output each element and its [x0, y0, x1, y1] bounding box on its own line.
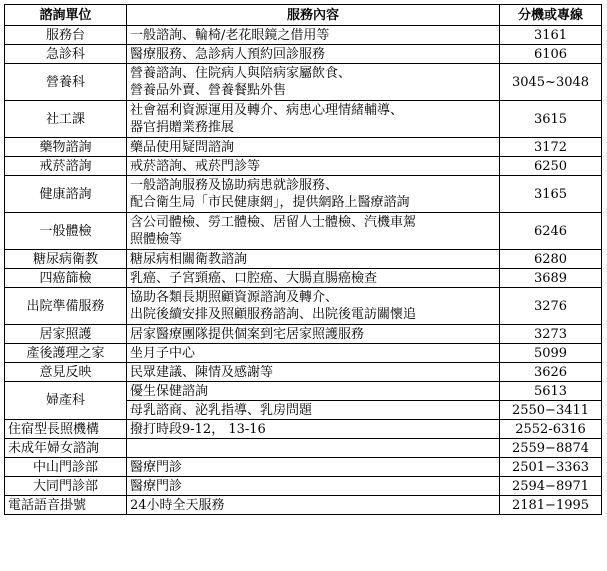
service-cell: 優生保健諮詢	[127, 382, 500, 401]
unit-cell: 健康諮詢	[5, 176, 127, 213]
service-line: 社會福利資源運用及轉介、病患心理情緒輔導、	[130, 103, 404, 118]
table-row	[5, 439, 602, 458]
extension-cell: 5099	[500, 344, 602, 363]
service-line: 營養品外賣、營養餐點外售	[130, 83, 287, 98]
service-cell	[127, 176, 500, 213]
table-row	[5, 344, 602, 363]
extension-cell: 3689	[500, 269, 602, 288]
header-service: 服務內容	[127, 5, 500, 26]
extension-cell: 2550−3411	[500, 401, 602, 420]
service-cell	[127, 344, 500, 363]
service-line: 照體檢等	[130, 232, 183, 247]
extension-cell: 3626	[500, 363, 602, 382]
service-line: 坐月子中心	[130, 345, 196, 361]
table-row	[5, 458, 602, 477]
unit-cell: 一般體檢	[5, 213, 127, 250]
service-line: 居家醫療團隊提供個案到宅居家照護服務	[130, 326, 365, 342]
unit-cell: 未成年婦女諮詢	[5, 439, 127, 458]
service-directory-table	[4, 4, 602, 515]
extension-cell: 3165	[500, 176, 602, 213]
service-cell: 醫療門診	[127, 458, 500, 477]
unit-cell: 出院準備服務	[5, 288, 127, 325]
table-row	[5, 250, 602, 269]
extension-cell: 6106	[500, 45, 602, 64]
table-row	[5, 101, 602, 138]
unit-cell: 社工課	[5, 101, 127, 138]
unit-cell: 意見反映	[5, 363, 127, 382]
service-line: 含公司體檢、勞工體檢、居留人士體檢、汽機車駕	[130, 215, 417, 230]
service-line: 藥品使用疑問諮詢	[130, 139, 235, 155]
service-cell: 母乳諮商、泌乳指導、乳房問題	[127, 401, 500, 420]
service-line: 一般諮詢服務及協助病患就診服務、	[130, 178, 339, 193]
service-line: 出院後續安排及照顧服務諮詢、出院後電訪關懷追	[130, 307, 417, 322]
header-row	[5, 5, 602, 26]
table-row	[5, 157, 602, 176]
table-row	[5, 363, 602, 382]
unit-cell: 戒菸諮詢	[5, 157, 127, 176]
service-line: 民眾建議、陳情及感謝等	[130, 364, 274, 380]
extension-cell: 6246	[500, 213, 602, 250]
header-unit: 諮詢單位	[5, 5, 127, 26]
unit-cell: 急診科	[5, 45, 127, 64]
table-row	[5, 382, 602, 401]
table-row	[5, 325, 602, 344]
service-cell	[127, 439, 500, 458]
extension-cell: 3273	[500, 325, 602, 344]
unit-cell: 糖尿病衛教	[5, 250, 127, 269]
service-line: 一般諮詢、輪椅/老花眼鏡之借用等	[130, 27, 330, 43]
extension-cell: 6280	[500, 250, 602, 269]
service-line: 乳癌、子宮頸癌、口腔癌、大腸直腸癌檢查	[130, 270, 378, 286]
extension-cell: 2559−8874	[500, 439, 602, 458]
unit-cell: 電話語音掛號	[5, 496, 127, 515]
table-row	[5, 288, 602, 325]
extension-cell: 3161	[500, 26, 602, 45]
unit-cell: 婦產科	[5, 382, 127, 420]
unit-cell: 服務台	[5, 26, 127, 45]
table-row	[5, 64, 602, 101]
table-row	[5, 496, 602, 515]
table-row	[5, 477, 602, 496]
unit-cell: 藥物諮詢	[5, 138, 127, 157]
service-cell	[127, 45, 500, 64]
unit-cell: 大同門診部	[5, 477, 127, 496]
service-line: 協助各類長期照顧資源諮詢及轉介、	[130, 290, 339, 305]
service-cell	[127, 26, 500, 45]
service-cell: 醫療門診	[127, 477, 500, 496]
extension-cell: 2181−1995	[500, 496, 602, 515]
service-cell	[127, 138, 500, 157]
extension-cell: 2594−8971	[500, 477, 602, 496]
table-row	[5, 420, 602, 439]
unit-cell: 產後護理之家	[5, 344, 127, 363]
extension-cell: 3172	[500, 138, 602, 157]
service-cell: 撥打時段9-12， 13-16	[127, 420, 500, 439]
service-line: 營養諮詢、住院病人與陪病家屬飲食、	[130, 66, 352, 81]
unit-cell: 居家照護	[5, 325, 127, 344]
service-cell	[127, 363, 500, 382]
service-cell	[127, 213, 500, 250]
extension-cell: 2501−3363	[500, 458, 602, 477]
unit-cell: 四癌篩檢	[5, 269, 127, 288]
table-row	[5, 269, 602, 288]
unit-cell: 住宿型長照機構	[5, 420, 127, 439]
service-line: 糖尿病相關衛教諮詢	[130, 251, 248, 267]
extension-cell: 3045~3048	[500, 64, 602, 101]
service-line: 配合衛生局「市民健康網」，提供網路上醫療諮詢	[130, 195, 410, 210]
service-cell	[127, 250, 500, 269]
service-line: 醫療服務、急診病人預約回診服務	[130, 46, 326, 62]
header-extension: 分機或專線	[500, 5, 602, 26]
extension-cell: 2552-6316	[500, 420, 602, 439]
extension-cell: 3276	[500, 288, 602, 325]
service-line: 器官捐贈業務推展	[130, 120, 235, 135]
service-cell: 24小時全天服務	[127, 496, 500, 515]
unit-cell: 中山門診部	[5, 458, 127, 477]
extension-cell: 3615	[500, 101, 602, 138]
extension-cell: 6250	[500, 157, 602, 176]
unit-cell: 營養科	[5, 64, 127, 101]
table-row	[5, 138, 602, 157]
extension-cell: 5613	[500, 382, 602, 401]
table-row	[5, 26, 602, 45]
service-cell	[127, 325, 500, 344]
service-cell	[127, 101, 500, 138]
service-cell	[127, 157, 500, 176]
table-row	[5, 213, 602, 250]
table-row	[5, 45, 602, 64]
table-body	[5, 26, 602, 515]
table-row	[5, 176, 602, 213]
service-cell	[127, 288, 500, 325]
service-line: 戒菸諮詢、戒菸門診等	[130, 158, 261, 174]
service-cell	[127, 64, 500, 101]
service-cell	[127, 269, 500, 288]
